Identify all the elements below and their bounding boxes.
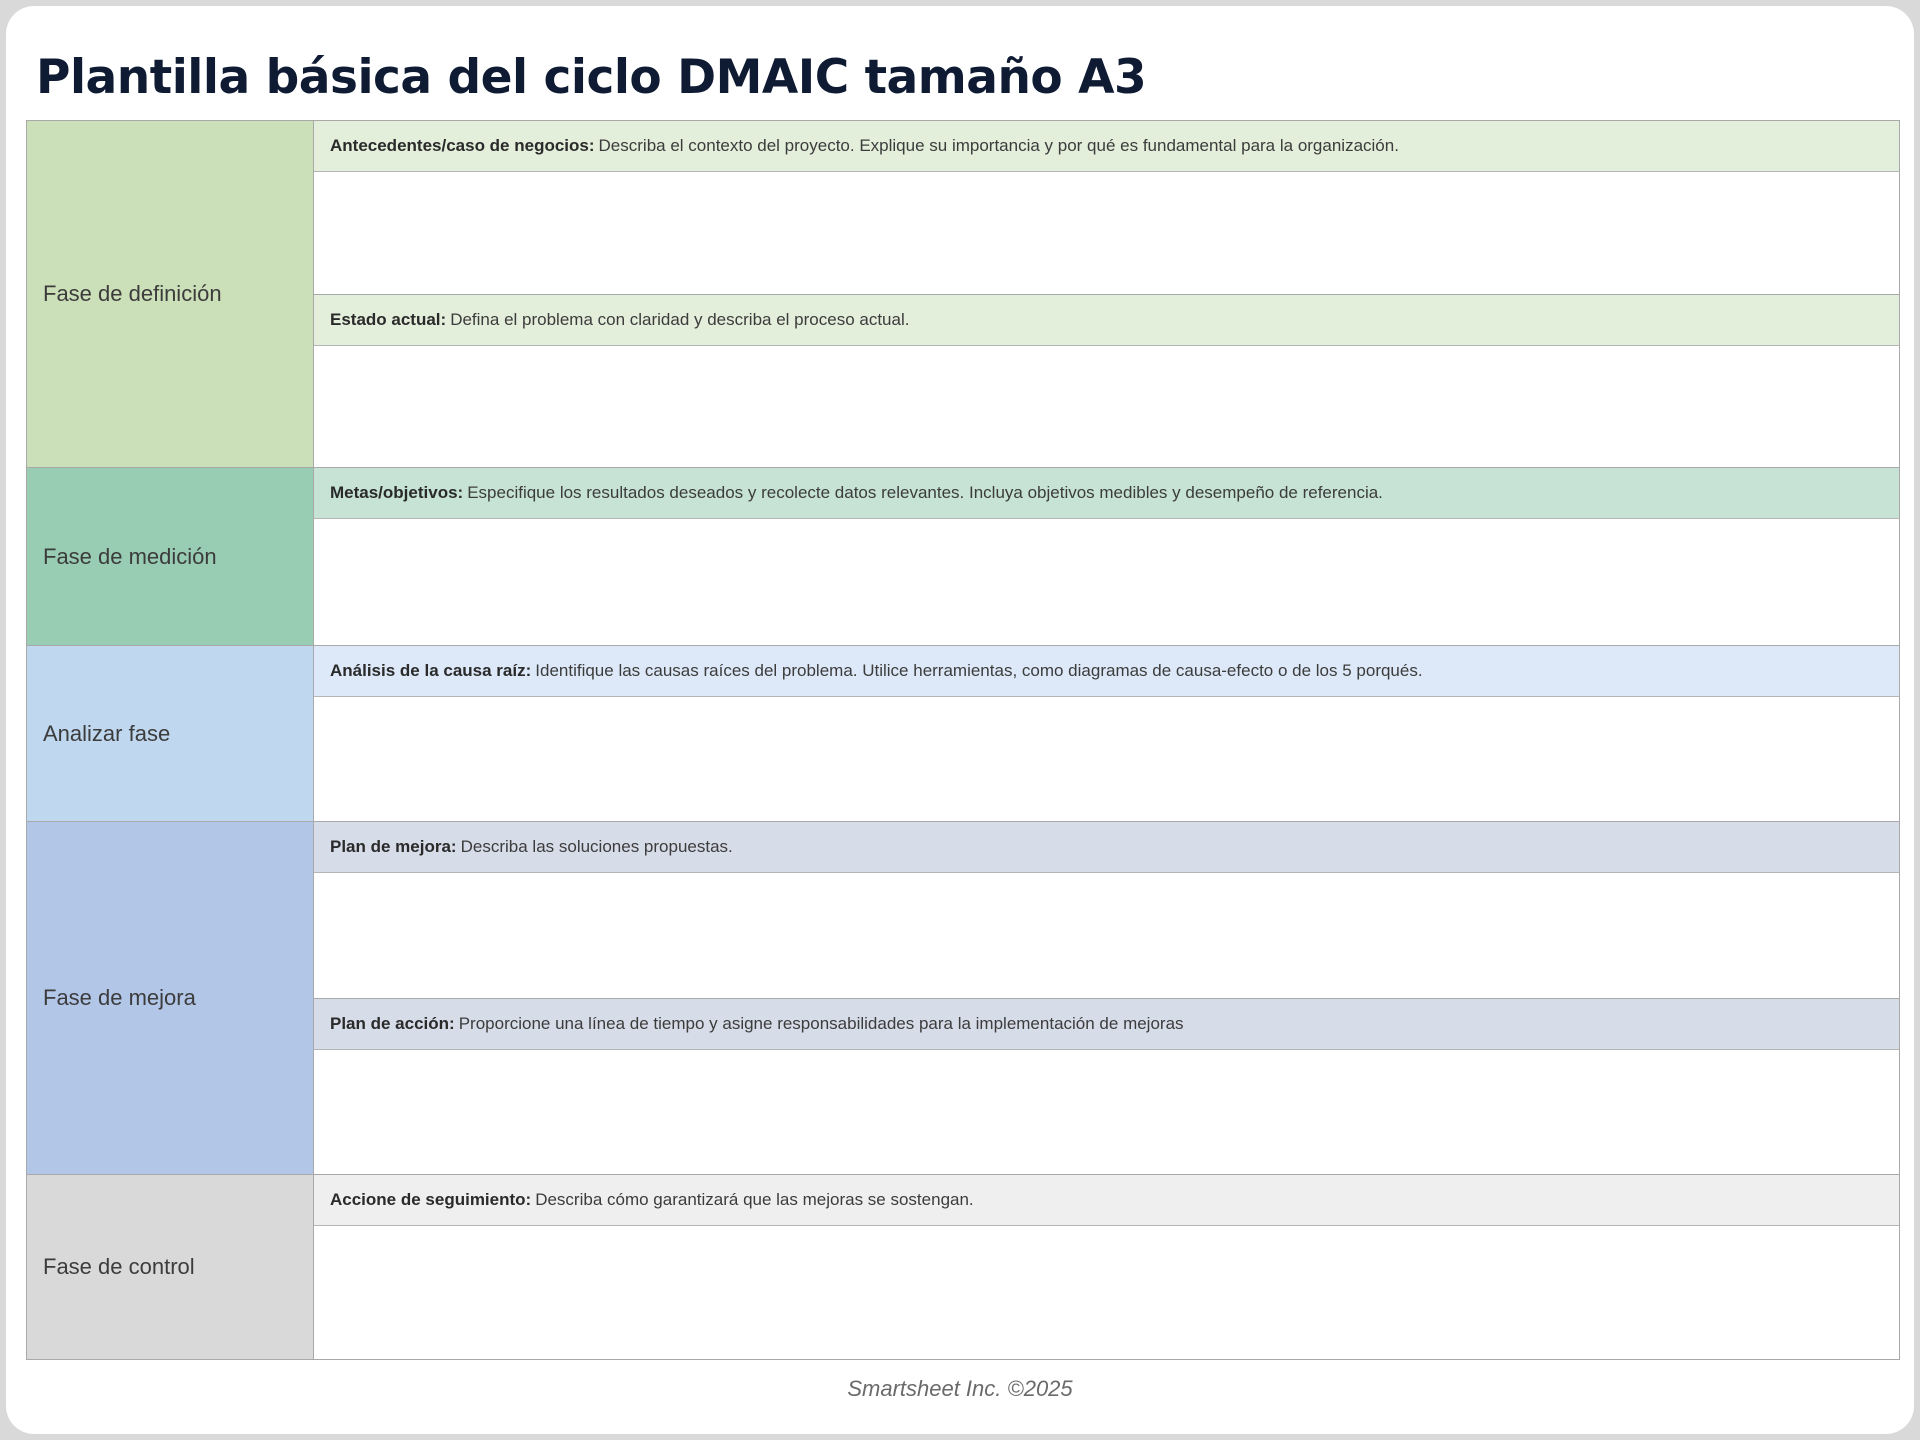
phase-measure xyxy=(27,468,1899,646)
section-title: Accione de seguimiento: xyxy=(330,1190,532,1209)
section-title: Plan de mejora: xyxy=(330,837,457,856)
section-background xyxy=(314,121,1899,295)
phase-body-define xyxy=(314,121,1899,467)
footer-copyright: Smartsheet Inc. ©2025 xyxy=(847,1376,1073,1401)
phase-body-control xyxy=(314,1175,1899,1359)
section-title: Plan de acción: xyxy=(330,1013,455,1033)
section-current-state xyxy=(314,295,1899,468)
section-title: Antecedentes/caso de negocios: xyxy=(330,136,595,155)
section-improvement-plan xyxy=(314,822,1899,999)
section-header xyxy=(314,822,1899,873)
section-input-area[interactable] xyxy=(314,519,1899,645)
section-header xyxy=(314,468,1899,519)
section-input-area[interactable] xyxy=(314,1050,1899,1175)
section-header xyxy=(314,999,1899,1050)
phase-label-analyze: Analizar fase xyxy=(27,646,314,821)
section-text: Describa cómo garantizará que las mejoras se sostengan. xyxy=(535,1190,974,1209)
section-header xyxy=(314,646,1899,697)
phase-label-control: Fase de control xyxy=(27,1175,314,1359)
phase-analyze xyxy=(27,646,1899,822)
section-input-area[interactable] xyxy=(314,346,1899,468)
section-goals xyxy=(314,468,1899,645)
section-input-area[interactable] xyxy=(314,873,1899,998)
dmaic-grid xyxy=(26,120,1900,1360)
section-text: Identifique las causas raíces del problema. Utilice herramientas, como diagramas de causa-efecto o de los 5 porqués. xyxy=(535,661,1423,680)
phase-improve xyxy=(27,822,1899,1175)
section-follow-up xyxy=(314,1175,1899,1359)
section-text: Defina el problema con claridad y describa el proceso actual. xyxy=(450,309,910,329)
page-title: Plantilla básica del ciclo DMAIC tamaño A3 xyxy=(36,50,1147,105)
phase-label-define: Fase de definición xyxy=(27,121,314,467)
phase-define xyxy=(27,121,1899,468)
template-page xyxy=(6,6,1914,1434)
section-header xyxy=(314,295,1899,346)
section-action-plan xyxy=(314,999,1899,1175)
section-header xyxy=(314,121,1899,172)
phase-body-measure xyxy=(314,468,1899,645)
section-text: Describa las soluciones propuestas. xyxy=(460,837,733,856)
section-input-area[interactable] xyxy=(314,697,1899,821)
section-title: Estado actual: xyxy=(330,309,447,329)
phase-label-measure: Fase de medición xyxy=(27,468,314,645)
phase-control xyxy=(27,1175,1899,1359)
phase-body-analyze xyxy=(314,646,1899,821)
section-input-area[interactable] xyxy=(314,1226,1899,1359)
phase-label-improve: Fase de mejora xyxy=(27,822,314,1174)
section-text: Proporcione una línea de tiempo y asigne responsabilidades para la implementación de mejoras xyxy=(458,1013,1184,1033)
section-title: Metas/objetivos: xyxy=(330,483,464,502)
section-header xyxy=(314,1175,1899,1226)
section-title: Análisis de la causa raíz: xyxy=(330,661,532,680)
section-input-area[interactable] xyxy=(314,172,1899,294)
section-text: Especifique los resultados deseados y recolecte datos relevantes. Incluya objetivos medibles y desempeño de referencia. xyxy=(467,483,1383,502)
section-text: Describa el contexto del proyecto. Explique su importancia y por qué es fundamental para la organización. xyxy=(598,136,1399,155)
section-root-cause xyxy=(314,646,1899,821)
phase-body-improve xyxy=(314,822,1899,1174)
